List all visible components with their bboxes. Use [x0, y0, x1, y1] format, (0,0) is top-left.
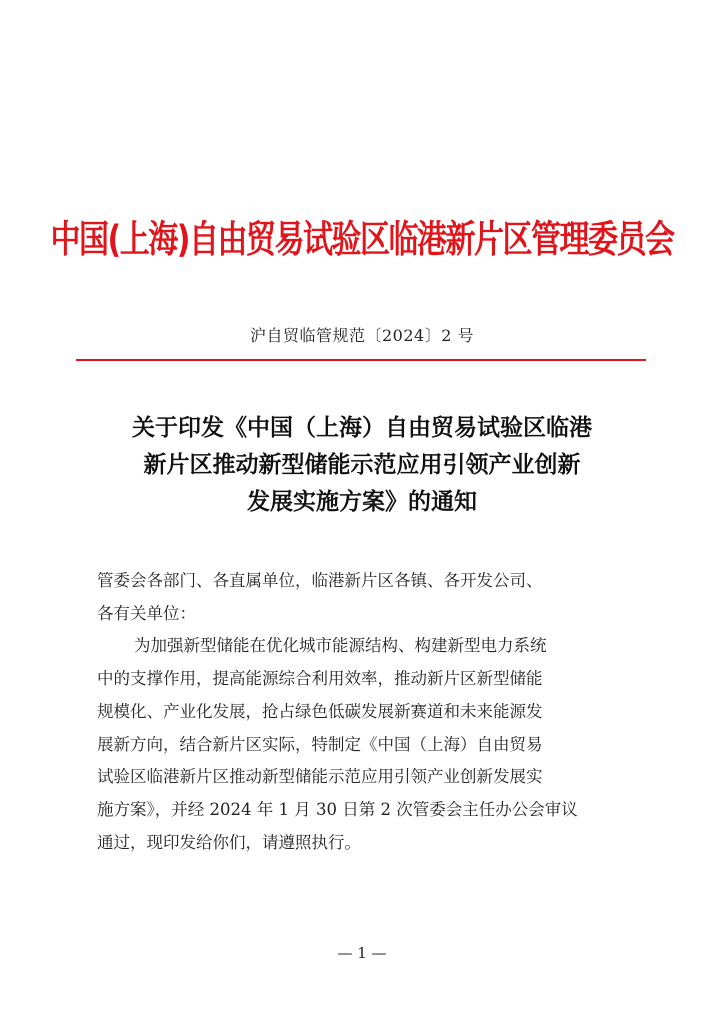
issuer-heading: 中国(上海)自由贸易试验区临港新片区管理委员会 [50, 218, 674, 262]
title-line: 新片区推动新型储能示范应用引领产业创新 [143, 452, 581, 478]
notice-body [97, 565, 637, 859]
notice-title [60, 410, 664, 521]
salutation-line: 管委会各部门、各直属单位，临港新片区各镇、各开发公司、 [97, 571, 543, 590]
title-line: 关于印发《中国（上海）自由贸易试验区临港 [132, 415, 592, 441]
salutation-line: 各有关单位： [97, 603, 196, 623]
page-number: — 1 — [337, 944, 387, 962]
paragraph-line: 施方案》，并经 2024 年 1 月 30 日第 2 次管委会主任办公会审议 [97, 799, 578, 819]
title-line: 发展实施方案》的通知 [247, 489, 477, 515]
document-number: 沪自贸临管规范〔2024〕2 号 [250, 326, 474, 345]
paragraph-line: 为加强新型储能在优化城市能源结构、构建新型电力系统 [134, 636, 547, 656]
paragraph-line: 试验区临港新片区推动新型储能示范应用引领产业创新发展实 [97, 767, 543, 787]
red-divider-line [76, 359, 646, 361]
paragraph-line: 通过，现印发给你们，请遵照执行。 [97, 832, 361, 852]
paragraph-line: 规模化、产业化发展，抢占绿色低碳发展新赛道和未来能源发 [97, 701, 543, 721]
paragraph-line: 展新方向，结合新片区实际，特制定《中国（上海）自由贸易 [97, 734, 543, 754]
paragraph-line: 中的支撑作用，提高能源综合利用效率，推动新片区新型储能 [97, 669, 543, 689]
